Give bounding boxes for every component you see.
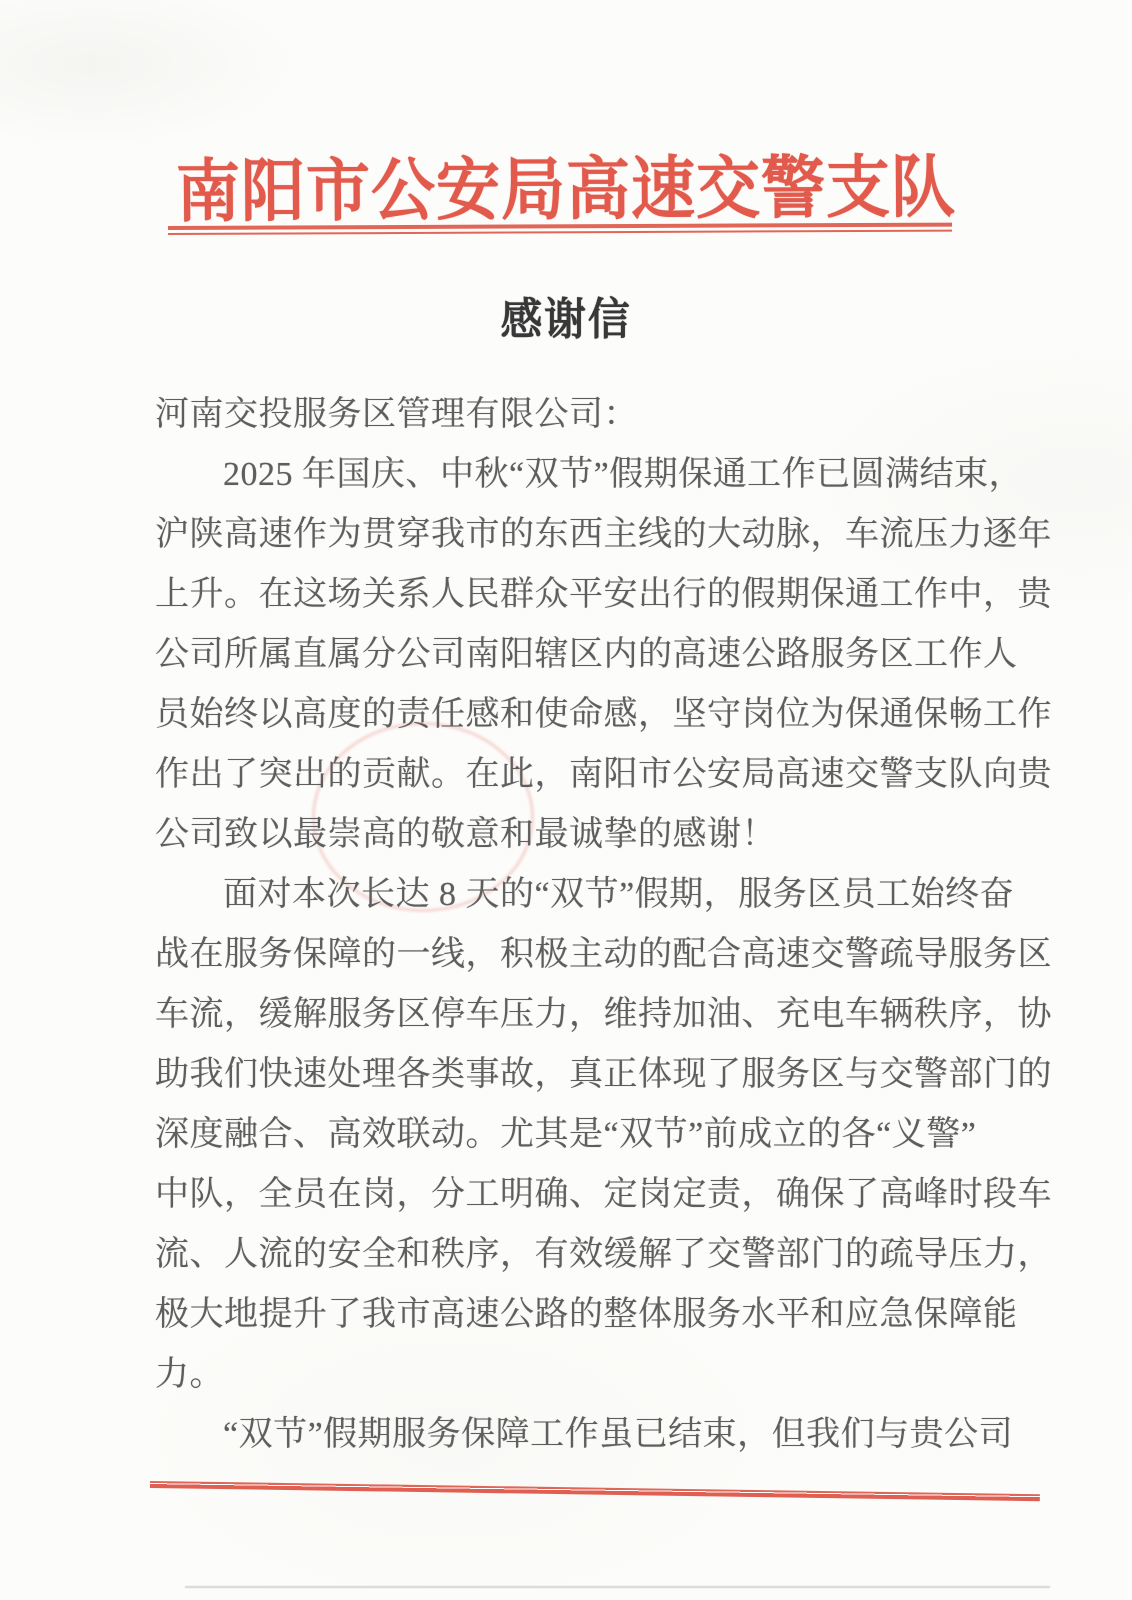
body-line: “双节”假期服务保障工作虽已结束，但我们与贵公司 — [223, 1416, 1014, 1453]
body-line: 公司所属直属分公司南阳辖区内的高速公路服务区工作人 — [155, 636, 1018, 673]
salutation: 河南交投服务区管理有限公司： — [155, 396, 638, 433]
body-line: 极大地提升了我市高速公路的整体服务水平和应急保障能 — [155, 1296, 1018, 1333]
body-line: 2025 年国庆、中秋“双节”假期保通工作已圆满结束， — [223, 456, 1024, 493]
footer-red-rule — [150, 1481, 1040, 1501]
body-line: 流、人流的安全和秩序，有效缓解了交警部门的疏导压力， — [155, 1236, 1052, 1273]
body-line: 力。 — [155, 1356, 224, 1393]
scan-edge-artifact — [185, 1586, 1050, 1588]
body-line: 深度融合、高效联动。尤其是“双节”前成立的各“义警” — [155, 1116, 977, 1153]
body-line: 战在服务保障的一线，积极主动的配合高速交警疏导服务区 — [155, 936, 1052, 973]
body-line: 沪陕高速作为贯穿我市的东西主线的大动脉，车流压力逐年 — [155, 516, 1052, 553]
letter-title: 感谢信 — [500, 295, 632, 344]
body-line: 上升。在这场关系人民群众平安出行的假期保通工作中，贵 — [155, 576, 1052, 613]
letterhead-title: 南阳市公安局高速交警支队 — [175, 149, 957, 231]
body-line: 面对本次长达 8 天的“双节”假期，服务区员工始终奋 — [223, 876, 1015, 913]
body-line: 中队，全员在岗，分工明确、定岗定责，确保了高峰时段车 — [155, 1176, 1052, 1213]
body-line: 作出了突出的贡献。在此，南阳市公安局高速交警支队向贵 — [155, 756, 1052, 793]
body-line: 助我们快速处理各类事故，真正体现了服务区与交警部门的 — [155, 1056, 1052, 1093]
letter-body — [155, 385, 1052, 1465]
body-line: 车流，缓解服务区停车压力，维持加油、充电车辆秩序，协 — [155, 996, 1052, 1033]
body-line: 公司致以最崇高的敬意和最诚挚的感谢！ — [155, 816, 776, 853]
body-line: 员始终以高度的责任感和使命感，坚守岗位为保通保畅工作 — [155, 696, 1052, 733]
